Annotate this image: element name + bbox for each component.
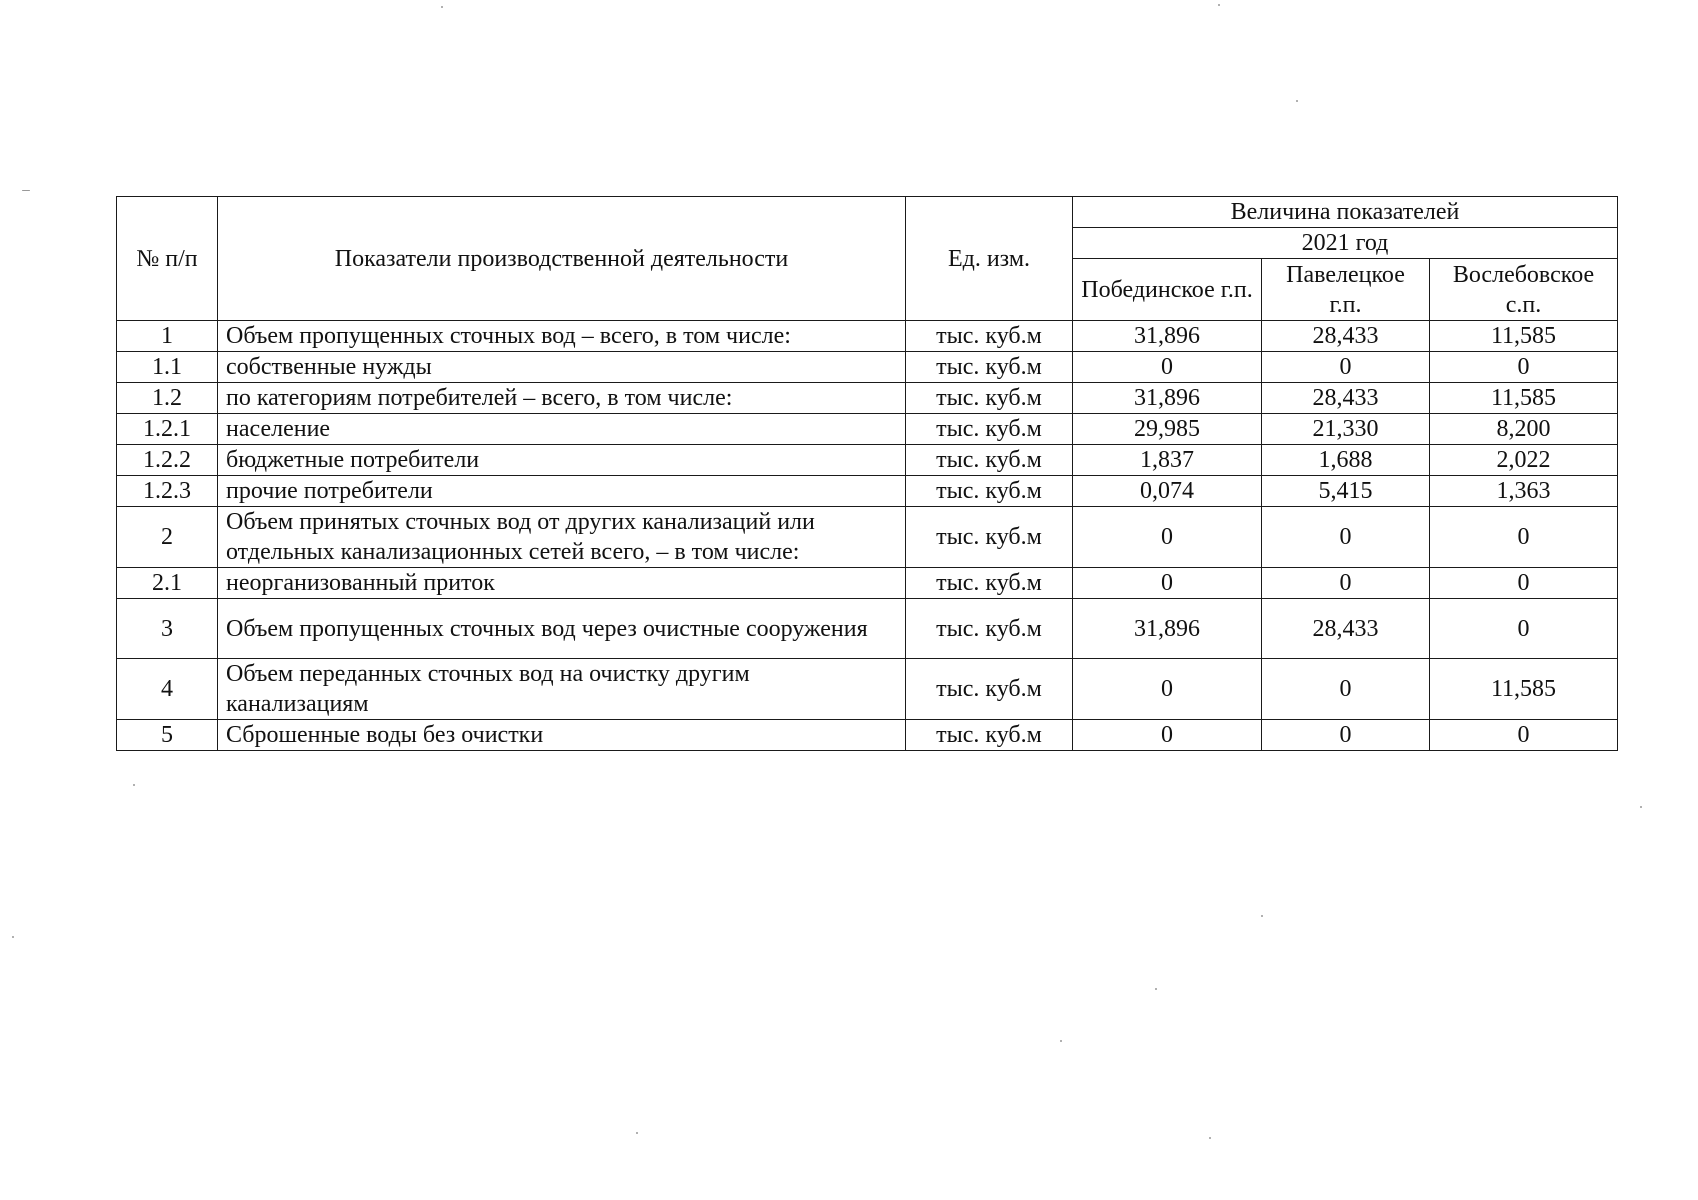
row-value-3: 0 — [1430, 352, 1618, 383]
row-unit: тыс. куб.м — [906, 414, 1073, 445]
scan-speck — [441, 6, 443, 8]
row-name: бюджетные потребители — [218, 445, 906, 476]
row-value-3: 1,363 — [1430, 476, 1618, 507]
row-unit: тыс. куб.м — [906, 599, 1073, 659]
row-unit: тыс. куб.м — [906, 568, 1073, 599]
row-value-3: 11,585 — [1430, 321, 1618, 352]
row-name: Объем пропущенных сточных вод через очистные сооружения — [218, 599, 906, 659]
table-row — [117, 720, 1618, 751]
header-unit: Ед. изм. — [906, 197, 1073, 321]
row-value-1: 1,837 — [1073, 445, 1262, 476]
row-value-1: 0,074 — [1073, 476, 1262, 507]
row-num: 1.2.2 — [117, 445, 218, 476]
row-unit: тыс. куб.м — [906, 659, 1073, 720]
row-value-3: 8,200 — [1430, 414, 1618, 445]
row-value-1: 0 — [1073, 659, 1262, 720]
row-value-2: 5,415 — [1262, 476, 1430, 507]
header-year: 2021 год — [1073, 228, 1618, 259]
row-unit: тыс. куб.м — [906, 507, 1073, 568]
row-value-2: 28,433 — [1262, 321, 1430, 352]
row-value-3: 0 — [1430, 568, 1618, 599]
row-num: 1.1 — [117, 352, 218, 383]
row-value-2: 0 — [1262, 507, 1430, 568]
row-unit: тыс. куб.м — [906, 476, 1073, 507]
row-value-1: 0 — [1073, 720, 1262, 751]
row-value-3: 0 — [1430, 720, 1618, 751]
table-row — [117, 321, 1618, 352]
row-unit: тыс. куб.м — [906, 720, 1073, 751]
header-col-voslebovskoe: Вослебовское с.п. — [1430, 259, 1618, 321]
row-name: по категориям потребителей – всего, в том числе: — [218, 383, 906, 414]
row-value-2: 28,433 — [1262, 383, 1430, 414]
table-row — [117, 659, 1618, 720]
row-value-3: 11,585 — [1430, 659, 1618, 720]
scan-speck — [1060, 1040, 1062, 1042]
row-unit: тыс. куб.м — [906, 445, 1073, 476]
scan-speck — [1218, 4, 1220, 6]
row-num: 1.2 — [117, 383, 218, 414]
row-name: Объем пропущенных сточных вод – всего, в том числе: — [218, 321, 906, 352]
scan-speck — [1155, 988, 1157, 990]
row-value-2: 0 — [1262, 720, 1430, 751]
table-row — [117, 507, 1618, 568]
table-row — [117, 383, 1618, 414]
scan-speck — [12, 936, 14, 938]
row-value-2: 0 — [1262, 352, 1430, 383]
header-num: № п/п — [117, 197, 218, 321]
row-name: Сброшенные воды без очистки — [218, 720, 906, 751]
row-value-1: 31,896 — [1073, 383, 1262, 414]
row-name: Объем переданных сточных вод на очистку другим канализациям — [218, 659, 906, 720]
row-name: собственные нужды — [218, 352, 906, 383]
production-indicators-table — [116, 196, 1618, 751]
row-name: неорганизованный приток — [218, 568, 906, 599]
row-value-1: 31,896 — [1073, 599, 1262, 659]
row-value-3: 0 — [1430, 507, 1618, 568]
table-row — [117, 445, 1618, 476]
row-num: 5 — [117, 720, 218, 751]
row-num: 3 — [117, 599, 218, 659]
row-value-2: 1,688 — [1262, 445, 1430, 476]
row-value-2: 0 — [1262, 659, 1430, 720]
row-unit: тыс. куб.м — [906, 383, 1073, 414]
table-row — [117, 476, 1618, 507]
header-col-paveletskoe: Павелецкое г.п. — [1262, 259, 1430, 321]
row-value-2: 28,433 — [1262, 599, 1430, 659]
row-unit: тыс. куб.м — [906, 321, 1073, 352]
header-values-group: Величина показателей — [1073, 197, 1618, 228]
table-row — [117, 414, 1618, 445]
row-num: 1.2.1 — [117, 414, 218, 445]
row-value-1: 0 — [1073, 507, 1262, 568]
row-value-3: 0 — [1430, 599, 1618, 659]
row-num: 1 — [117, 321, 218, 352]
header-col-pobedinskoe: Побединское г.п. — [1073, 259, 1262, 321]
scan-speck — [22, 190, 30, 191]
row-value-3: 11,585 — [1430, 383, 1618, 414]
row-value-2: 0 — [1262, 568, 1430, 599]
table-row — [117, 568, 1618, 599]
row-num: 2 — [117, 507, 218, 568]
row-value-1: 0 — [1073, 568, 1262, 599]
row-value-1: 31,896 — [1073, 321, 1262, 352]
row-value-1: 0 — [1073, 352, 1262, 383]
row-num: 4 — [117, 659, 218, 720]
scan-speck — [636, 1132, 638, 1134]
header-row-1 — [117, 197, 1618, 228]
scan-speck — [1296, 100, 1298, 102]
scan-speck — [1261, 915, 1263, 917]
scan-speck — [1640, 806, 1642, 808]
row-name: Объем принятых сточных вод от других канализаций или отдельных канализационных сетей всего, – в том числе: — [218, 507, 906, 568]
row-name: прочие потребители — [218, 476, 906, 507]
row-value-1: 29,985 — [1073, 414, 1262, 445]
scan-speck — [1209, 1137, 1211, 1139]
row-name: население — [218, 414, 906, 445]
table-row — [117, 352, 1618, 383]
header-indicator: Показатели производственной деятельности — [218, 197, 906, 321]
row-num: 2.1 — [117, 568, 218, 599]
row-value-2: 21,330 — [1262, 414, 1430, 445]
row-value-3: 2,022 — [1430, 445, 1618, 476]
scan-speck — [133, 784, 135, 786]
table-row — [117, 599, 1618, 659]
row-unit: тыс. куб.м — [906, 352, 1073, 383]
row-num: 1.2.3 — [117, 476, 218, 507]
